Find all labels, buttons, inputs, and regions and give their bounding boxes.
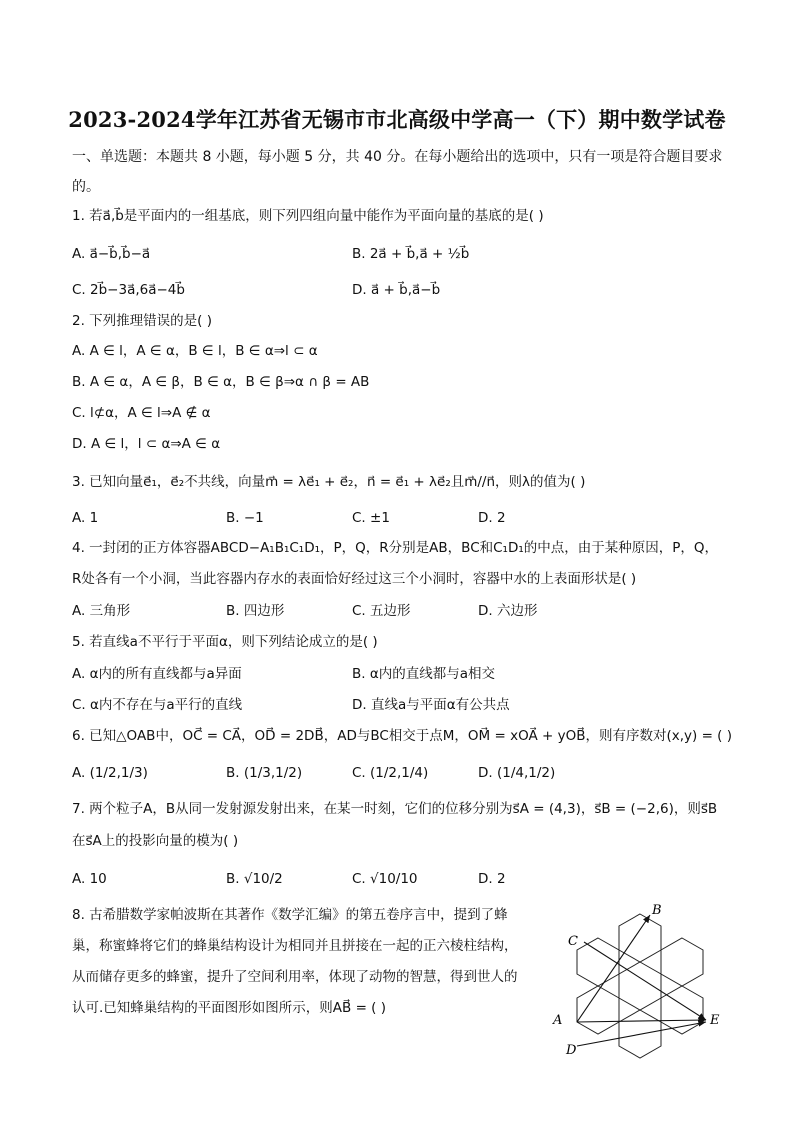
q5-option-b: B. α内的直线都与a相交 xyxy=(352,666,496,682)
q3-option-a: A. 1 xyxy=(72,510,99,526)
q6-option-d: D. (1/4,1/2) xyxy=(478,765,556,781)
q4-option-b: B. 四边形 xyxy=(226,603,285,619)
q7-option-d: D. 2 xyxy=(478,871,506,887)
page-title: 2023-2024学年江苏省无锡市市北高级中学高一（下）期中数学试卷 xyxy=(68,107,726,132)
q8-stem-cont-1: 巢，称蜜蜂将它们的蜂巢结构设计为相同并且拼接在一起的正六棱柱结构， xyxy=(72,938,518,954)
hex-cell xyxy=(619,914,661,962)
q3-option-c: C. ±1 xyxy=(352,510,390,526)
q2-option-a: A. A ∈ l，A ∈ α，B ∈ l，B ∈ α⇒l ⊂ α xyxy=(72,343,318,359)
q3-option-b: B. −1 xyxy=(226,510,264,526)
q5-stem: 5. 若直线a不平行于平面α，则下列结论成立的是( ) xyxy=(72,634,378,650)
label-a: A xyxy=(553,1013,563,1028)
vector-de xyxy=(577,1022,706,1046)
label-b: B xyxy=(652,903,662,918)
section-header: 一、单选题：本题共 8 小题，每小题 5 分，共 40 分。在每小题给出的选项中，只有一项是符合题目要求 xyxy=(72,149,723,165)
q1-stem: 1. 若a⃗,b⃗是平面内的一组基底，则下列四组向量中能作为平面向量的基底的是( ) xyxy=(72,208,544,224)
q6-option-a: A. (1/2,1/3) xyxy=(72,765,148,781)
q4-option-c: C. 五边形 xyxy=(352,603,411,619)
q6-stem: 6. 已知△OAB中，OC⃗ = CA⃗，OD⃗ = 2DB⃗，AD与BC相交于点M，OM⃗ = xOA⃗ + yOB⃗，则有序数对(x,y) = ( ) xyxy=(72,728,733,744)
hex-cell xyxy=(619,962,661,1010)
label-e: E xyxy=(710,1013,720,1028)
q8-stem-cont-2: 从而储存更多的蜂蜜，提升了空间利用率，体现了动物的智慧，得到世人的 xyxy=(72,969,518,985)
q5-option-c: C. α内不存在与a平行的直线 xyxy=(72,697,243,713)
q1-option-c: C. 2b⃗−3a⃗,6a⃗−4b⃗ xyxy=(72,282,185,298)
q2-option-b: B. A ∈ α，A ∈ β，B ∈ α，B ∈ β⇒α ∩ β = AB xyxy=(72,374,370,390)
label-c: C xyxy=(568,934,578,949)
q4-stem: 4. 一封闭的正方体容器ABCD−A₁B₁C₁D₁，P，Q，R分别是AB，BC和C₁D₁的中点，由于某种原因，P，Q， xyxy=(72,540,719,556)
q4-option-d: D. 六边形 xyxy=(478,603,538,619)
q1-option-d: D. a⃗ + b⃗,a⃗−b⃗ xyxy=(352,282,441,298)
honeycomb-figure xyxy=(540,900,730,1060)
q5-option-a: A. α内的所有直线都与a异面 xyxy=(72,666,242,682)
q7-stem-cont: 在s⃗A上的投影向量的模为( ) xyxy=(72,833,239,849)
q7-option-c: C. √10/10 xyxy=(352,871,418,887)
q4-option-a: A. 三角形 xyxy=(72,603,131,619)
q6-option-b: B. (1/3,1/2) xyxy=(226,765,303,781)
vector-ce xyxy=(584,942,706,1020)
q7-option-b: B. √10/2 xyxy=(226,871,283,887)
label-d: D xyxy=(566,1043,577,1058)
q2-stem: 2. 下列推理错误的是( ) xyxy=(72,313,212,329)
q8-stem: 8. 古希腊数学家帕波斯在其著作《数学汇编》的第五卷序言中，提到了蜂 xyxy=(72,907,508,923)
q6-option-c: C. (1/2,1/4) xyxy=(352,765,429,781)
q4-stem-cont: R处各有一个小洞，当此容器内存水的表面恰好经过这三个小洞时，容器中水的上表面形状是( ) xyxy=(72,571,637,587)
hex-cell xyxy=(577,986,619,1034)
q3-option-d: D. 2 xyxy=(478,510,506,526)
vector-ae xyxy=(577,1020,706,1022)
q5-option-d: D. 直线a与平面α有公共点 xyxy=(352,697,510,713)
q2-option-d: D. A ∈ l，l ⊂ α⇒A ∈ α xyxy=(72,436,221,452)
hex-cell xyxy=(661,938,703,986)
hex-cell xyxy=(577,938,619,986)
section-header-cont: 的。 xyxy=(72,179,100,195)
q2-option-c: C. l⊄α，A ∈ l⇒A ∉ α xyxy=(72,405,211,421)
q1-option-b: B. 2a⃗ + b⃗,a⃗ + ½b⃗ xyxy=(352,246,470,262)
q7-stem: 7. 两个粒子A，B从同一发射源发射出来，在某一时刻，它们的位移分别为s⃗A = (4,3)，s⃗B = (−2,6)，则s⃗B xyxy=(72,801,718,817)
q3-stem: 3. 已知向量e⃗₁，e⃗₂不共线，向量m⃗ = λe⃗₁ + e⃗₂，n⃗ = e⃗₁ + λe⃗₂且m⃗//n⃗，则λ的值为( ) xyxy=(72,474,586,490)
q1-option-a: A. a⃗−b⃗,b⃗−a⃗ xyxy=(72,246,151,262)
q7-option-a: A. 10 xyxy=(72,871,107,887)
honeycomb-diagram xyxy=(540,900,730,1060)
q8-stem-cont-3: 认可.已知蜂巢结构的平面图形如图所示，则AB⃗ = ( ) xyxy=(72,1000,387,1016)
vector-ab xyxy=(577,915,650,1022)
